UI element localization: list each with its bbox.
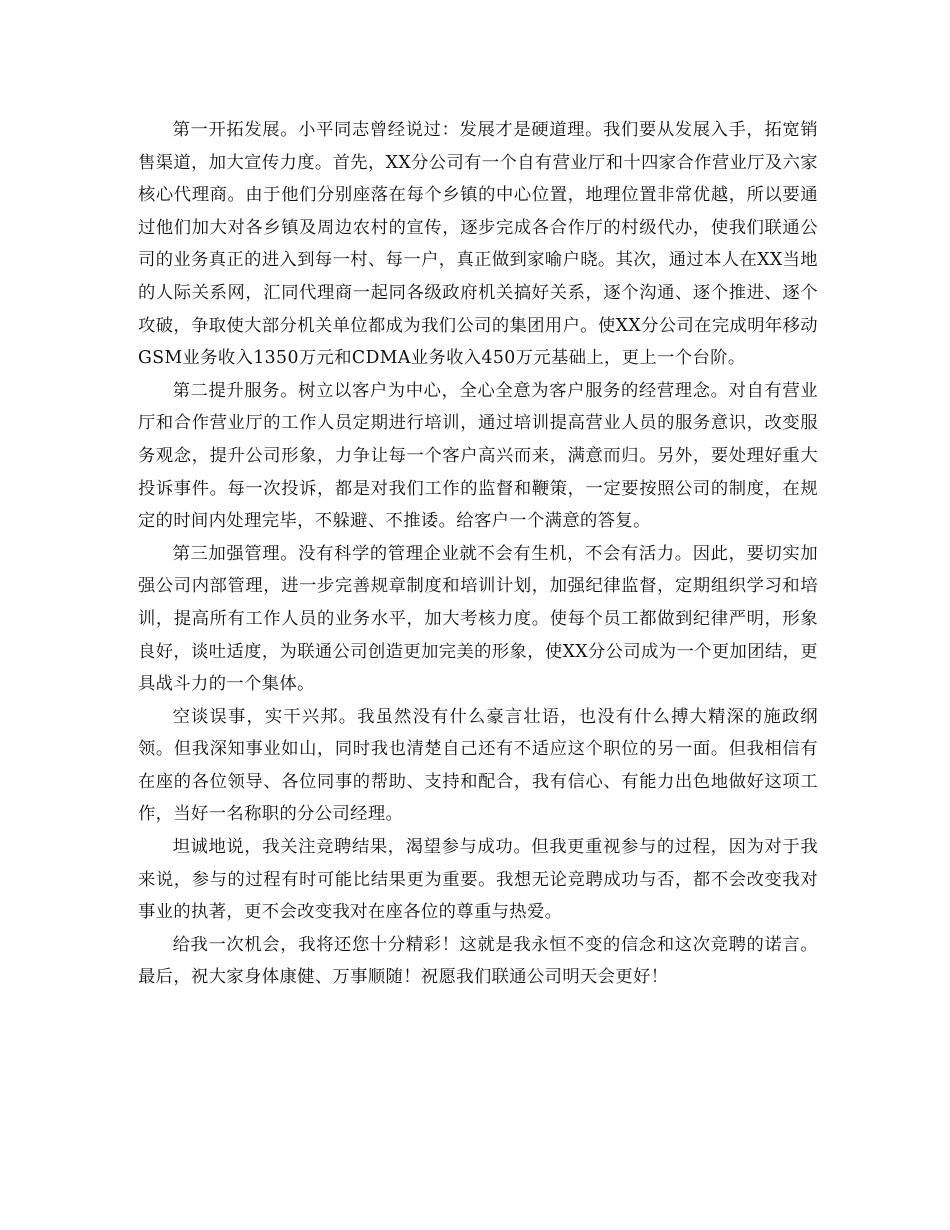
- paragraph-strengthen-management: 第三加强管理。没有科学的管理企业就不会有生机，不会有活力。因此，要切实加强公司内部管理，进一步完善规章制度和培训计划，加强纪律监督，定期组织学习和培训，提高所有工作人员的业务水平，加大考核力度。使每个员工都做到纪律严明，形象良好，谈吐适度，为联通公司创造更加完美的形象，使XX分公司成为一个更加团结，更具战斗力的一个集体。: [138, 543, 818, 695]
- paragraph-closing: 给我一次机会，我将还您十分精彩！这就是我永恒不变的信念和这次竞聘的诺言。最后，祝大家身体康健、万事顺随！祝愿我们联通公司明天会更好！: [138, 934, 818, 988]
- paragraph-expand-development: 第一开拓发展。小平同志曾经说过：发展才是硬道理。我们要从发展入手，拓宽销售渠道，加大宣传力度。首先，XX分公司有一个自有营业厅和十四家合作营业厅及六家核心代理商。由于他们分别座落在每个乡镇的中心位置，地理位置非常优越，所以要通过他们加大对各乡镇及周边农村的宣传，逐步完成各合作厅的村级代办，使我们联通公司的业务真正的进入到每一村、每一户，真正做到家喻户晓。其次，通过本人在XX当地的人际关系网，汇同代理商一起同各级政府机关搞好关系，逐个沟通、逐个推进、逐个攻破，争取使大部分机关单位都成为我们公司的集团用户。使XX分公司在完成明年移动GSM业务收入1350万元和CDMA业务收入450万元基础上，更上一个台阶。: [138, 120, 818, 369]
- paragraph-practical-work: 空谈误事，实干兴邦。我虽然没有什么豪言壮语，也没有什么搏大精深的施政纲领。但我深知事业如山，同时我也清楚自己还有不适应这个职位的另一面。但我相信有在座的各位领导、各位同事的帮助、支持和配合，我有信心、有能力出色地做好这项工作，当好一名称职的分公司经理。: [138, 706, 818, 825]
- paragraph-improve-service: 第二提升服务。树立以客户为中心，全心全意为客户服务的经营理念。对自有营业厅和合作营业厅的工作人员定期进行培训，通过培训提高营业人员的服务意识，改变服务观念，提升公司形象，力争让每一个客户高兴而来，满意而归。另外，要处理好重大投诉事件。每一次投诉，都是对我们工作的监督和鞭策，一定要按照公司的制度，在规定的时间内处理完毕，不躲避、不推诿。给客户一个满意的答复。: [138, 380, 818, 532]
- document-body: [138, 114, 818, 994]
- paragraph-candid-statement: 坦诚地说，我关注竞聘结果，渴望参与成功。但我更重视参与的过程，因为对于我来说，参与的过程有时可能比结果更为重要。我想无论竞聘成功与否，都不会改变我对事业的执著，更不会改变我对在座各位的尊重与热爱。: [138, 837, 818, 923]
